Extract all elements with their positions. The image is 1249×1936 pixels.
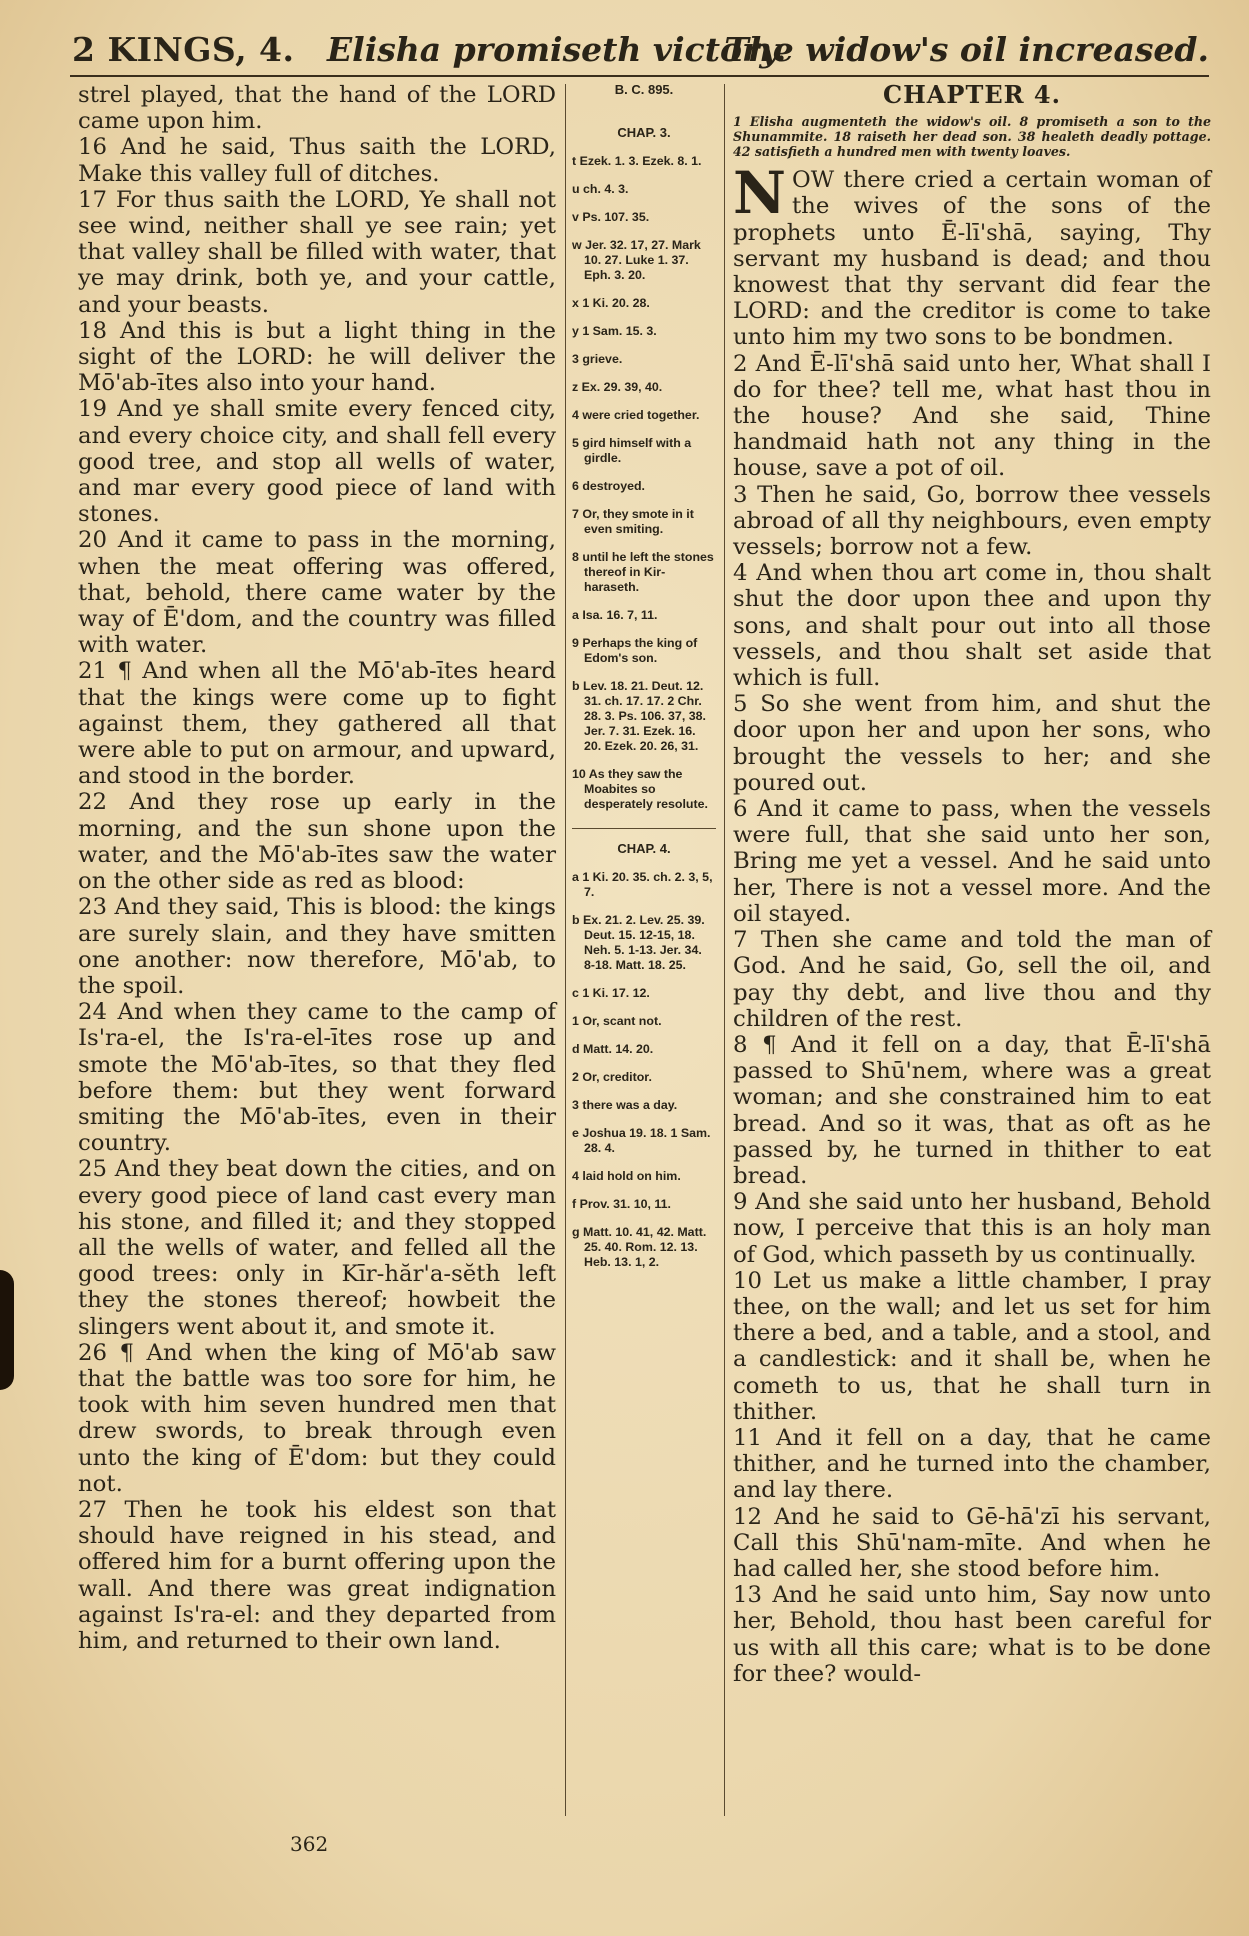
- cross-reference: g Matt. 10. 41, 42. Matt. 25. 40. Rom. 12. 13. Heb. 13. 1, 2.: [572, 1225, 707, 1269]
- drop-cap: N: [733, 159, 787, 228]
- cross-reference: y 1 Sam. 15. 3.: [572, 324, 657, 338]
- cross-reference: d Matt. 14. 20.: [572, 1042, 654, 1056]
- chapter-label-3: CHAP. 3.: [617, 125, 671, 140]
- cross-reference: b Ex. 21. 2. Lev. 25. 39. Deut. 15. 12-15, 18. Neh. 5. 1-13. Jer. 34. 8-18. Matt. 18. 25.: [572, 913, 705, 972]
- cross-reference: a 1 Ki. 20. 35. ch. 2. 3, 5, 7.: [572, 870, 713, 899]
- column-divider-right: [724, 84, 725, 1816]
- cross-reference: 3 there was a day.: [572, 1098, 678, 1112]
- verse: 21 ¶ And when all the Mō'ab-ītes heard that the kings were come up to fight against them, they gathered all that were able to put on armour, and upward, and stood in the border.: [78, 658, 556, 790]
- cross-reference: 8 until he left the stones thereof in Kir-haraseth.: [572, 550, 714, 594]
- verse: 22 And they rose up early in the morning, and the sun shone upon the water, and the Mō'ab-ītes saw the water on the other side as red as blood:: [78, 789, 556, 895]
- verse: 16 And he said, Thus saith the LORD, Make this valley full of ditches.: [78, 134, 556, 187]
- cross-reference: a Isa. 16. 7, 11.: [572, 608, 658, 622]
- verse: 23 And they said, This is blood: the kings are surely slain, and they have smitten one another: now therefore, Mō'ab, to the spoil.: [78, 894, 556, 999]
- cross-reference: 1 Or, scant not.: [572, 1014, 662, 1028]
- cross-reference: 7 Or, they smote in it even smiting.: [572, 507, 694, 536]
- page-header: [72, 30, 1209, 76]
- cross-reference: 2 Or, creditor.: [572, 1070, 652, 1084]
- verse: 27 Then he took his eldest son that should have reigned in his stead, and offered him for a burnt offering upon the wall. And there was great indignation against Is'ra-el: and they departed from him, and returned to their own land.: [78, 1496, 556, 1654]
- date-reference: B. C. 895.: [614, 82, 674, 97]
- verse: 4 And when thou art come in, thou shalt shut the door upon thee and upon thy sons, and shalt pour out into all those vessels, and thou shalt set aside that which is full.: [733, 560, 1211, 692]
- running-title-left: Elisha promiseth victory.: [327, 30, 787, 69]
- verse: 6 And it came to pass, when the vessels were full, that she said unto her son, Bring me yet a vessel. And he said unto her, There is not a vessel more. And the oil stayed.: [733, 796, 1211, 927]
- verse: 19 And ye shall smite every fenced city, and every choice city, and shall fell every good tree, and stop all wells of water, and mar every good piece of land with stones.: [78, 396, 556, 528]
- cross-reference: 3 grieve.: [572, 352, 623, 366]
- page-number: 362: [290, 1832, 329, 1856]
- cross-reference: x 1 Ki. 20. 28.: [572, 296, 650, 310]
- chapter-title: CHAPTER 4.: [883, 80, 1061, 109]
- cross-reference: 4 were cried together.: [572, 408, 700, 422]
- cross-reference: 5 gird himself with a girdle.: [572, 436, 692, 465]
- cross-reference: w Jer. 32. 17, 27. Mark 10. 27. Luke 1. 37. Eph. 3. 20.: [572, 238, 701, 282]
- cross-reference: c 1 Ki. 17. 12.: [572, 986, 650, 1000]
- verse: 11 And it fell on a day, that he came thither, and he turned into the chamber, and lay there.: [733, 1424, 1211, 1504]
- running-title-right: The widow's oil increased.: [724, 30, 1209, 69]
- verse: 8 ¶ And it fell on a day, that Ē-lī'shā passed to Shū'nem, where was a great woman; and she constrained him to eat bread. And so it was, that as oft as he passed by, he turned in thither to eat bread.: [733, 1031, 1211, 1189]
- verse: 12 And he said to Gē-hā'zī his servant, Call this Shū'nam-mīte. And when he had called her, she stood before him.: [733, 1503, 1211, 1582]
- cross-reference: 10 As they saw the Moabites so desperately resolute.: [572, 767, 708, 811]
- cross-reference: v Ps. 107. 35.: [572, 210, 650, 224]
- cross-reference: b Lev. 18. 21. Deut. 12. 31. ch. 17. 17. 2 Chr. 28. 3. Ps. 106. 37, 38. Jer. 7. 31. Ezek. 16. 20. Ezek. 20. 26, 31.: [572, 679, 706, 753]
- verse: 9 And she said unto her husband, Behold now, I perceive that this is an holy man of God, which passeth by us continually.: [733, 1189, 1211, 1268]
- cross-reference: 4 laid hold on him.: [572, 1169, 681, 1183]
- page-edge-shadow: [0, 1270, 14, 1390]
- cross-reference: u ch. 4. 3.: [572, 182, 629, 196]
- cross-reference-column: [572, 82, 716, 1283]
- cross-reference: 9 Perhaps the king of Edom's son.: [572, 636, 698, 665]
- book-heading: 2 KINGS, 4.: [72, 30, 295, 69]
- verse: 20 And it came to pass in the morning, when the meat offering was offered, that, behold, there came water by the way of Ē'dom, and the country was filled with water.: [78, 527, 556, 659]
- verse: [733, 159, 1211, 351]
- chapter-label-4: CHAP. 4.: [617, 841, 671, 856]
- verse: 7 Then she came and told the man of God. And he said, Go, sell the oil, and pay thy debt, and live thou and thy children of the rest.: [733, 927, 1211, 1032]
- verse: 26 ¶ And when the king of Mō'ab saw that the battle was too sore for him, he took with him seven hundred men that drew swords, to break through even unto the king of Ē'dom: but they could not.: [78, 1339, 556, 1497]
- verse: 24 And when they came to the camp of Is'ra-el, the Is'ra-el-ītes rose up and smote the Mō'ab-ītes, so that they fled before them: but they went forward smiting the Mō'ab-ītes, even in their country.: [78, 999, 556, 1157]
- header-rule: [70, 75, 1209, 77]
- verse-text: OW there cried a certain woman of the wives of the sons of the prophets unto Ē-lī'shā, saying, Thy servant my husband is dead; and thou knowest that thy servant did fear the LORD: and the creditor is come to take unto him my two sons to be bondmen.: [733, 167, 1211, 351]
- cross-reference: f Prov. 31. 10, 11.: [572, 1197, 671, 1211]
- cross-reference: z Ex. 29. 39, 40.: [572, 380, 663, 394]
- cross-reference: 6 destroyed.: [572, 479, 645, 493]
- left-text-column: [78, 82, 556, 1654]
- verse: 25 And they beat down the cities, and on every good piece of land cast every man his stone, and filled it; and they stopped all the wells of water, and felled all the good trees: only in Kīr-hăr'a-sĕth left they the stones thereof; howbeit the slingers went about it, and smote it.: [78, 1156, 556, 1340]
- verse: 2 And Ē-lī'shā said unto her, What shall I do for thee? tell me, what hast thou in the house? And she said, Thine handmaid hath not any thing in the house, save a pot of oil.: [733, 350, 1211, 482]
- verse: 17 For thus saith the LORD, Ye shall not see wind, neither shall ye see rain; yet that valley shall be filled with water, that ye may drink, both ye, and your cattle, and your beasts.: [78, 186, 556, 318]
- verse: 18 And this is but a light thing in the sight of the LORD: he will deliver the Mō'ab-ītes also into your hand.: [78, 317, 556, 397]
- chapter-summary: 1 Elisha augmenteth the widow's oil. 8 promiseth a son to the Shunammite. 18 raiseth her dead son. 38 healeth deadly pottage. 42 satisfieth a hundred men with twenty loaves.: [733, 114, 1211, 160]
- verse: strel played, that the hand of the LORD came upon him.: [78, 82, 556, 135]
- column-divider-left: [565, 84, 566, 1816]
- chapter-divider: [572, 828, 716, 829]
- right-text-column: [733, 82, 1211, 1687]
- verse: 13 And he said unto him, Say now unto her, Behold, thou hast been careful for us with all this care; what is to be done for thee? would-: [733, 1582, 1211, 1687]
- cross-reference: t Ezek. 1. 3. Ezek. 8. 1.: [572, 154, 702, 168]
- verse: 5 So she went from him, and shut the door upon her and upon her sons, who brought the vessels to her; and she poured out.: [733, 691, 1211, 796]
- verse: 10 Let us make a little chamber, I pray thee, on the wall; and let us set for him there a bed, and a table, and a stool, and a candlestick: and it shall be, when he cometh to us, that he shall turn in thither.: [733, 1267, 1211, 1425]
- verse: 3 Then he said, Go, borrow thee vessels abroad of all thy neighbours, even empty vessels; borrow not a few.: [733, 481, 1211, 561]
- cross-reference: e Joshua 19. 18. 1 Sam. 28. 4.: [572, 1126, 711, 1155]
